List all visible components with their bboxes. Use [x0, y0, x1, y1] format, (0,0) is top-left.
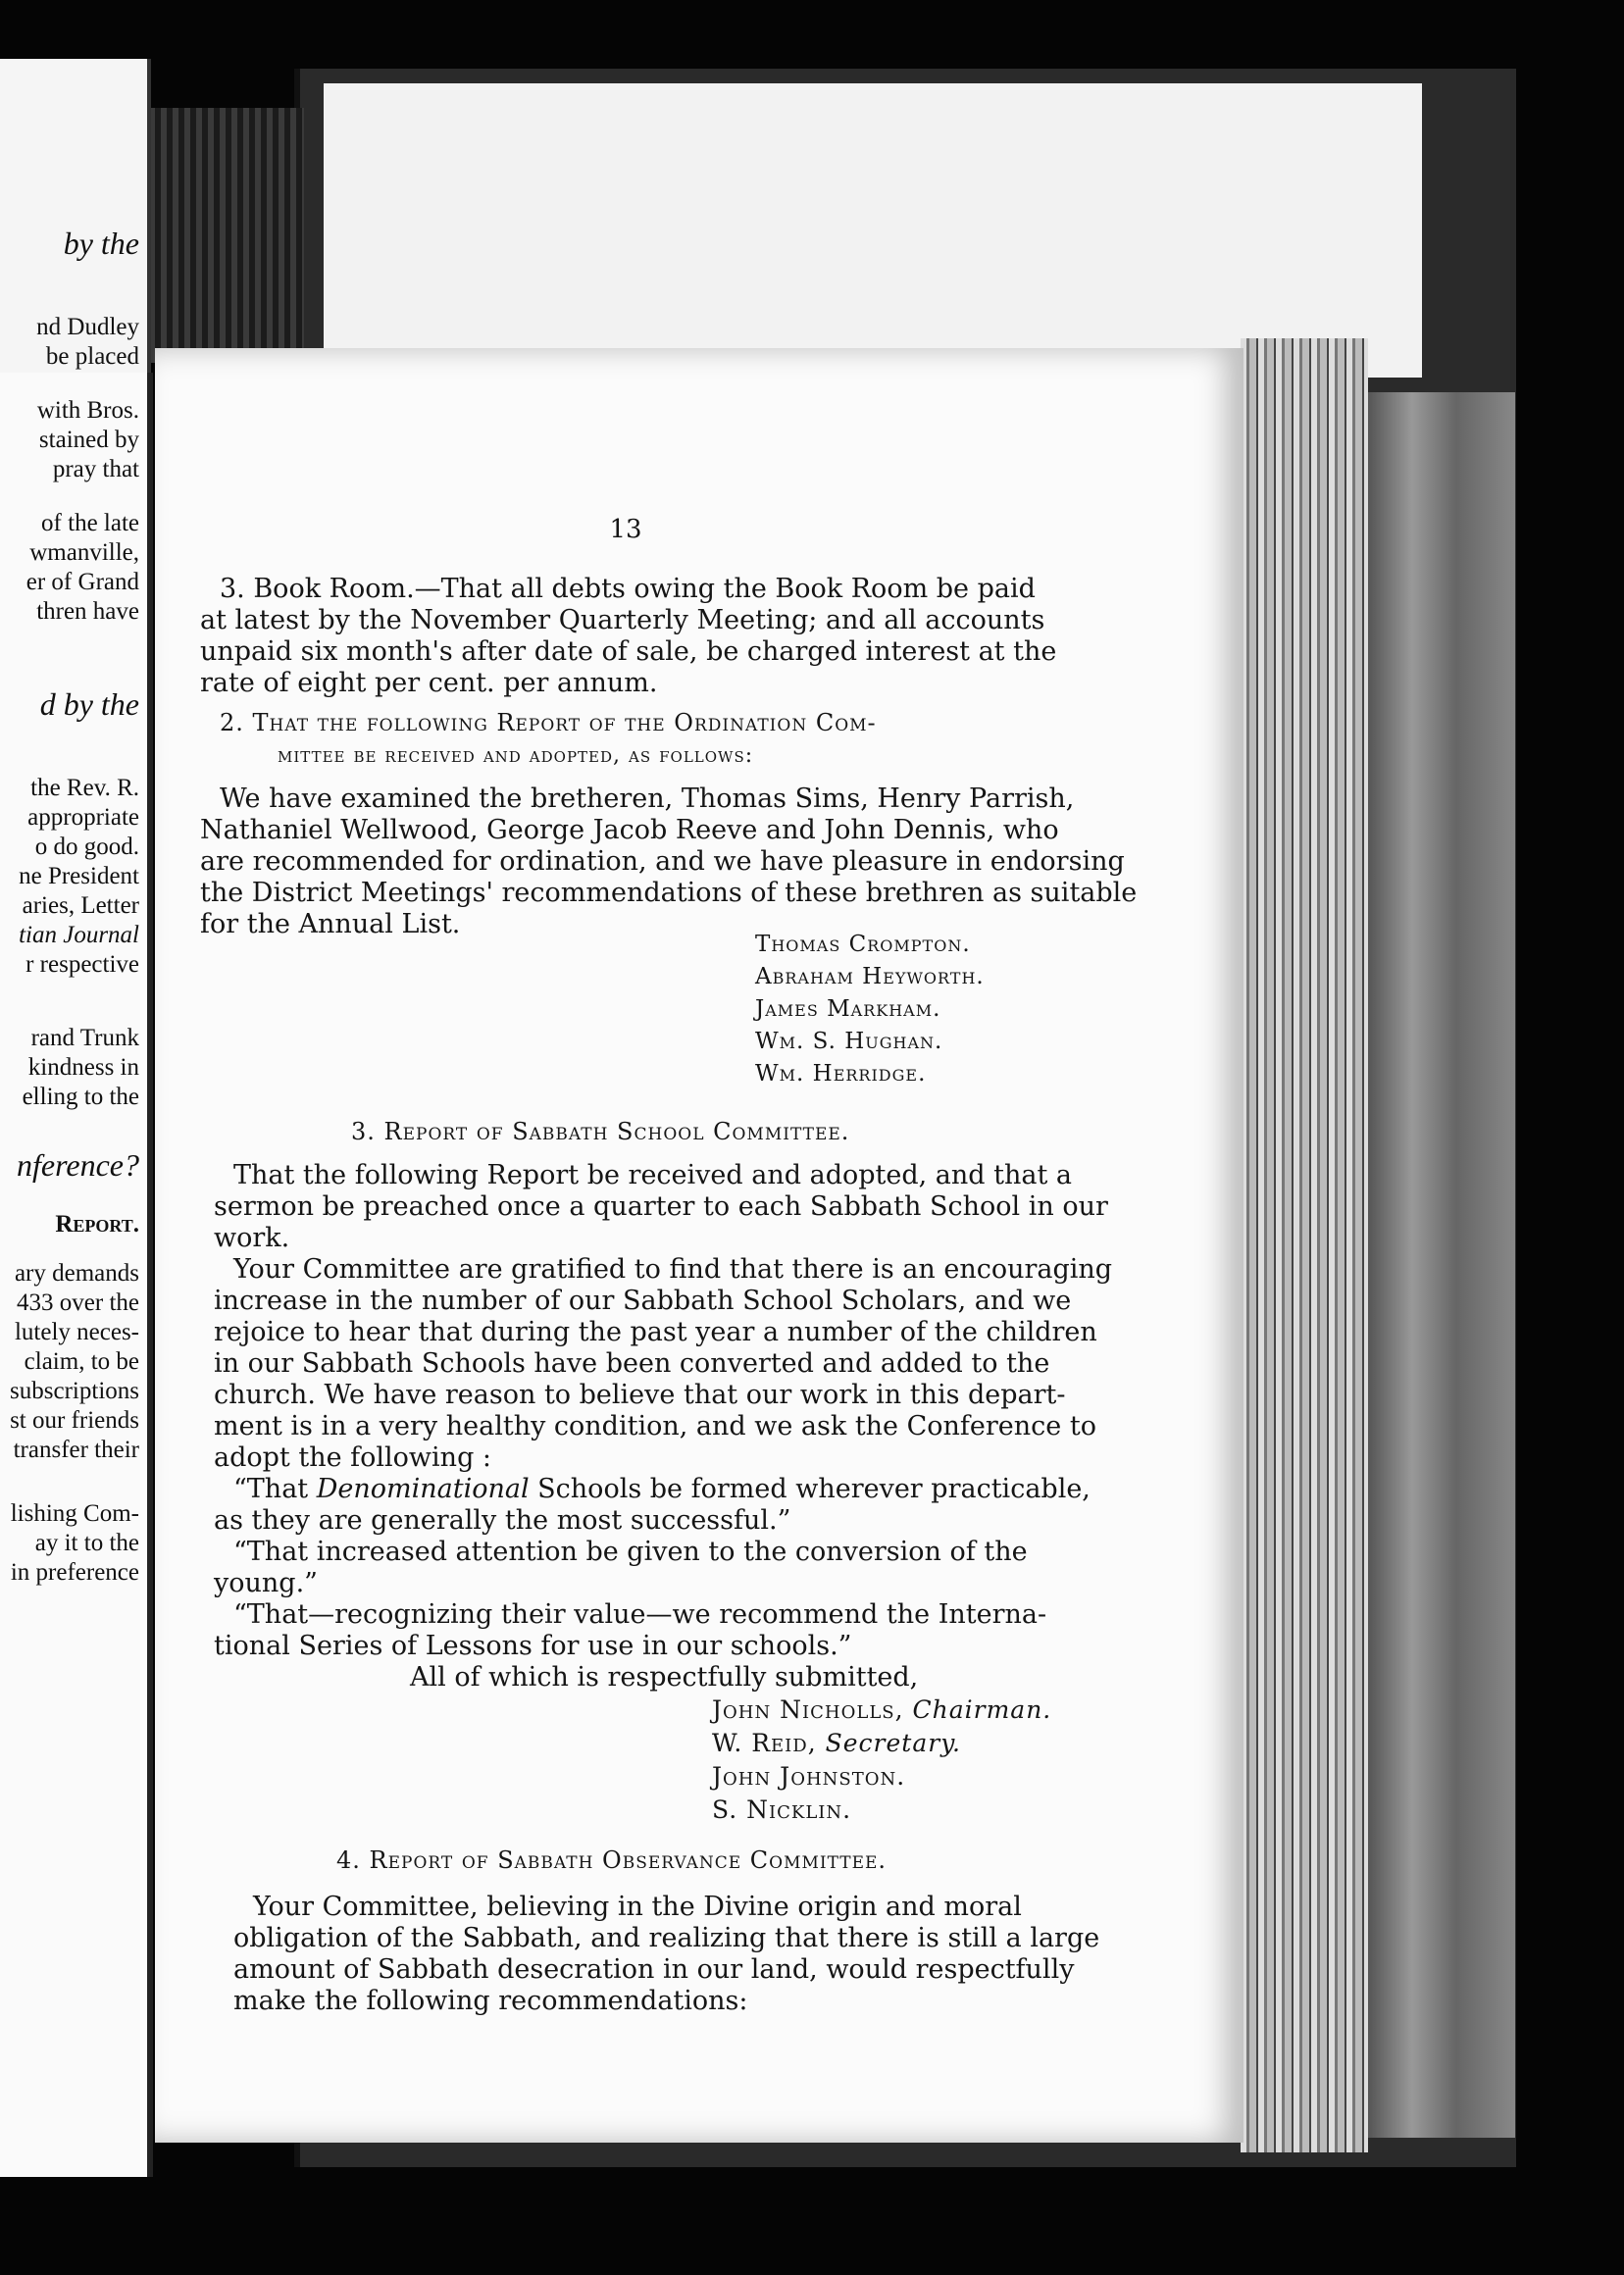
left-page-line: appropriate [27, 804, 139, 831]
left-page-line: lutely neces- [14, 1319, 139, 1345]
left-page-line: kindness in [27, 1054, 139, 1081]
recommendation-quote: tional Series of Lessons for use in our schools.” [214, 1631, 852, 1661]
sabbath-observance-line: amount of Sabbath desecration in our land, would respectfully [233, 1954, 1075, 1985]
sabbath-school-line: in our Sabbath Schools have been converted and added to the [214, 1348, 1050, 1379]
signature-name: W. Reid, [712, 1729, 826, 1757]
left-page-line: with Bros. [36, 397, 139, 424]
ordination-heading: 2. That the following Report of the Ordination Com- [220, 709, 877, 736]
quote-text: Schools be formed wherever practicable, [529, 1474, 1091, 1504]
left-page-line: o do good. [34, 834, 139, 860]
recommendation-quote: “That increased attention be given to the conversion of the [233, 1537, 1028, 1567]
left-page-line: st our friends [10, 1407, 139, 1434]
signature-name: John Johnston. [712, 1762, 906, 1791]
sabbath-observance-heading: 4. Report of Sabbath Observance Committee. [336, 1846, 888, 1874]
closing-line: All of which is respectfully submitted, [410, 1662, 919, 1693]
book-room-line: rate of eight per cent. per annum. [200, 668, 658, 698]
background-book-page [324, 83, 1422, 378]
left-page-line: by the [63, 226, 139, 261]
book-spine [137, 108, 304, 363]
page-edges [1241, 338, 1368, 2152]
sabbath-school-line: increase in the number of our Sabbath School Scholars, and we [214, 1286, 1072, 1316]
signature [712, 1695, 1051, 1724]
left-page-line: stained by [38, 427, 139, 453]
signature: Wm. S. Hughan. [755, 1029, 943, 1054]
ordination-line: for the Annual List. [200, 909, 461, 939]
ordination-heading: mittee be received and adopted, as follows: [278, 743, 754, 768]
ordination-line: Nathaniel Wellwood, George Jacob Reeve and John Dennis, who [200, 815, 1059, 845]
ordination-line: We have examined the bretheren, Thomas Sims, Henry Parrish, [220, 784, 1075, 814]
left-page [0, 226, 153, 2177]
sabbath-school-line: church. We have reason to believe that our work in this depart- [214, 1380, 1066, 1410]
left-page-line: wmanville, [29, 539, 139, 566]
signature: Thomas Crompton. [755, 932, 971, 957]
left-page-line: subscriptions [10, 1378, 139, 1404]
sabbath-school-line: ment is in a very healthy condition, and we ask the Conference to [214, 1411, 1096, 1441]
left-page-line: claim, to be [24, 1348, 139, 1375]
recommendation-quote: as they are generally the most successful.” [214, 1505, 791, 1536]
quote-italic-text: Denominational [316, 1474, 530, 1504]
left-page-line: rand Trunk [30, 1025, 139, 1051]
signature-name: S. Nicklin. [712, 1795, 852, 1824]
signature-role: Secretary. [825, 1729, 961, 1757]
recommendation-quote [233, 1474, 1091, 1505]
sabbath-school-line: rejoice to hear that during the past year a number of the children [214, 1317, 1097, 1347]
left-page-line: ary demands [14, 1260, 139, 1287]
left-page-line: elling to the [22, 1084, 139, 1110]
ordination-line: the District Meetings' recommendations of these brethren as suitable [200, 878, 1138, 908]
sabbath-school-heading: 3. Report of Sabbath School Committee. [351, 1118, 850, 1145]
signature: James Markham. [755, 996, 941, 1022]
signature-name: John Nicholls, [712, 1695, 913, 1724]
sabbath-observance-line: make the following recommendations: [233, 1986, 748, 2016]
left-page-line: the Rev. R. [30, 775, 139, 801]
left-page-line: tian Journal [19, 922, 139, 948]
recommendation-quote: young.” [214, 1568, 318, 1598]
book-room-line: 3. Book Room.—That all debts owing the Book Room be paid [220, 574, 1036, 604]
left-page-line: of the late [41, 510, 139, 536]
left-page-line: lishing Com- [10, 1500, 139, 1527]
book-room-line: at latest by the November Quarterly Meeting; and all accounts [200, 605, 1045, 635]
recommendation-quote: “That—recognizing their value—we recommend the Interna- [233, 1599, 1047, 1630]
left-page-line: in preference [10, 1559, 139, 1586]
signature [712, 1795, 851, 1824]
sabbath-school-line: adopt the following : [214, 1442, 492, 1473]
sabbath-observance-line: Your Committee, believing in the Divine origin and moral [253, 1892, 1022, 1922]
signature: Abraham Heyworth. [755, 964, 985, 989]
sabbath-school-line: Your Committee are gratified to find that there is an encouraging [233, 1254, 1113, 1285]
left-page-line: aries, Letter [22, 892, 139, 919]
book-cover-edge [1368, 392, 1515, 2138]
left-page-line: be placed [45, 343, 139, 370]
sabbath-school-line: That the following Report be received and adopted, and that a [233, 1160, 1073, 1190]
signature [712, 1729, 961, 1757]
ordination-line: are recommended for ordination, and we have pleasure in endorsing [200, 846, 1125, 877]
quote-text: “That [233, 1474, 317, 1504]
signature-role: Chairman. [912, 1695, 1052, 1724]
main-page [155, 348, 1243, 2143]
left-page-line: nd Dudley [36, 314, 139, 340]
left-page-line: thren have [36, 598, 139, 625]
left-page-line: ay it to the [34, 1530, 139, 1556]
left-page-line: nference? [17, 1147, 139, 1183]
left-page-line: r respective [25, 951, 139, 978]
signature: Wm. Herridge. [755, 1061, 927, 1087]
sabbath-school-line: sermon be preached once a quarter to each Sabbath School in our [214, 1191, 1108, 1222]
left-page-line: Report. [55, 1211, 139, 1238]
book-room-line: unpaid six month's after date of sale, be charged interest at the [200, 636, 1057, 667]
sabbath-school-line: work. [214, 1223, 290, 1253]
left-page-line: d by the [39, 686, 139, 722]
sabbath-observance-line: obligation of the Sabbath, and realizing that there is still a large [233, 1923, 1100, 1953]
signature [712, 1762, 905, 1791]
left-page-line: er of Grand [25, 569, 139, 595]
left-page-line: 433 over the [17, 1289, 139, 1316]
left-page-line: ne President [19, 863, 139, 889]
left-page-line: pray that [52, 456, 139, 482]
left-page-line: transfer their [13, 1437, 139, 1463]
page-number: 13 [609, 515, 642, 544]
